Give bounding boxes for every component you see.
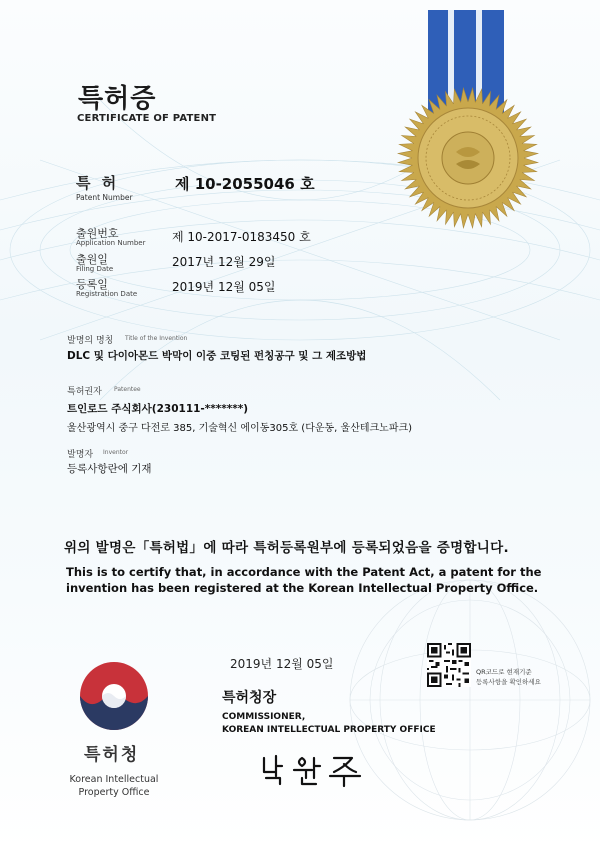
inventor-label-en: Inventor <box>103 449 129 456</box>
patentee-name: 트인로드 주식회사(230111-*******) <box>67 403 249 415</box>
kipo-name-ko: 특허청 <box>84 745 140 765</box>
kipo-name-en-line2: Property Office <box>78 787 150 798</box>
filing-date-value: 2017년 12월 29일 <box>172 255 276 269</box>
kipo-logo-icon <box>78 660 150 732</box>
patentee-label: 특허권자 <box>67 387 102 397</box>
registration-date-label: 등록일 <box>76 278 108 291</box>
signature-icon <box>258 748 378 788</box>
qr-note <box>476 667 541 687</box>
patent-number-value: 제 10-2055046 호 <box>175 175 315 193</box>
commissioner-title-line2: KOREAN INTELLECTUAL PROPERTY OFFICE <box>222 725 436 735</box>
registration-date-label-en: Registration Date <box>76 290 138 298</box>
issue-date: 2019년 12월 05일 <box>230 657 334 671</box>
patent-number-label: 특 허 <box>76 174 120 192</box>
commissioner-title-en <box>222 711 436 737</box>
inventor-value: 등록사항란에 기재 <box>67 463 152 475</box>
application-number-label-en: Application Number <box>76 239 146 247</box>
qr-note-line2: 등록사항을 확인하세요 <box>476 678 541 686</box>
kipo-name-en-line1: Korean Intellectual <box>69 774 159 785</box>
certificate-title: 특허증 <box>78 84 157 114</box>
patent-number-label-en: Patent Number <box>76 193 133 202</box>
commissioner-title-line1: COMMISSIONER, <box>222 712 306 722</box>
patentee-label-en: Patentee <box>114 386 141 393</box>
patentee-address: 울산광역시 중구 다전로 385, 기술혁신 에이동305호 (다운동, 울산테크노파크) <box>67 423 413 434</box>
application-number-label: 출원번호 <box>76 227 119 240</box>
gold-seal-icon <box>396 86 540 230</box>
invention-title-label-en: Title of the Invention <box>125 335 188 342</box>
filing-date-label: 출원일 <box>76 253 108 266</box>
certification-statement-ko: 위의 발명은「특허법」에 따라 특허등록원부에 등록되었음을 증명합니다. <box>64 540 509 556</box>
certificate-title-en: CERTIFICATE OF PATENT <box>77 113 217 124</box>
qr-code-icon[interactable] <box>427 643 471 687</box>
invention-title-label: 발명의 명칭 <box>67 336 114 346</box>
commissioner-title-ko: 특허청장 <box>222 690 277 706</box>
kipo-name-en <box>66 773 162 799</box>
filing-date-label-en: Filing Date <box>76 265 114 273</box>
certification-statement-en: This is to certify that, in accordance with the Patent Act, a patent for the invention has been registered at the Korean Intellectual Property Office. <box>66 565 542 595</box>
registration-date-value: 2019년 12월 05일 <box>172 280 276 294</box>
inventor-label: 발명자 <box>67 450 94 460</box>
application-number-value: 제 10-2017-0183450 호 <box>172 230 311 244</box>
invention-title-value: DLC 및 다이아몬드 박막이 이중 코팅된 펀칭공구 및 그 제조방법 <box>67 350 367 362</box>
qr-note-line1: QR코드로 현재기준 <box>476 668 532 676</box>
